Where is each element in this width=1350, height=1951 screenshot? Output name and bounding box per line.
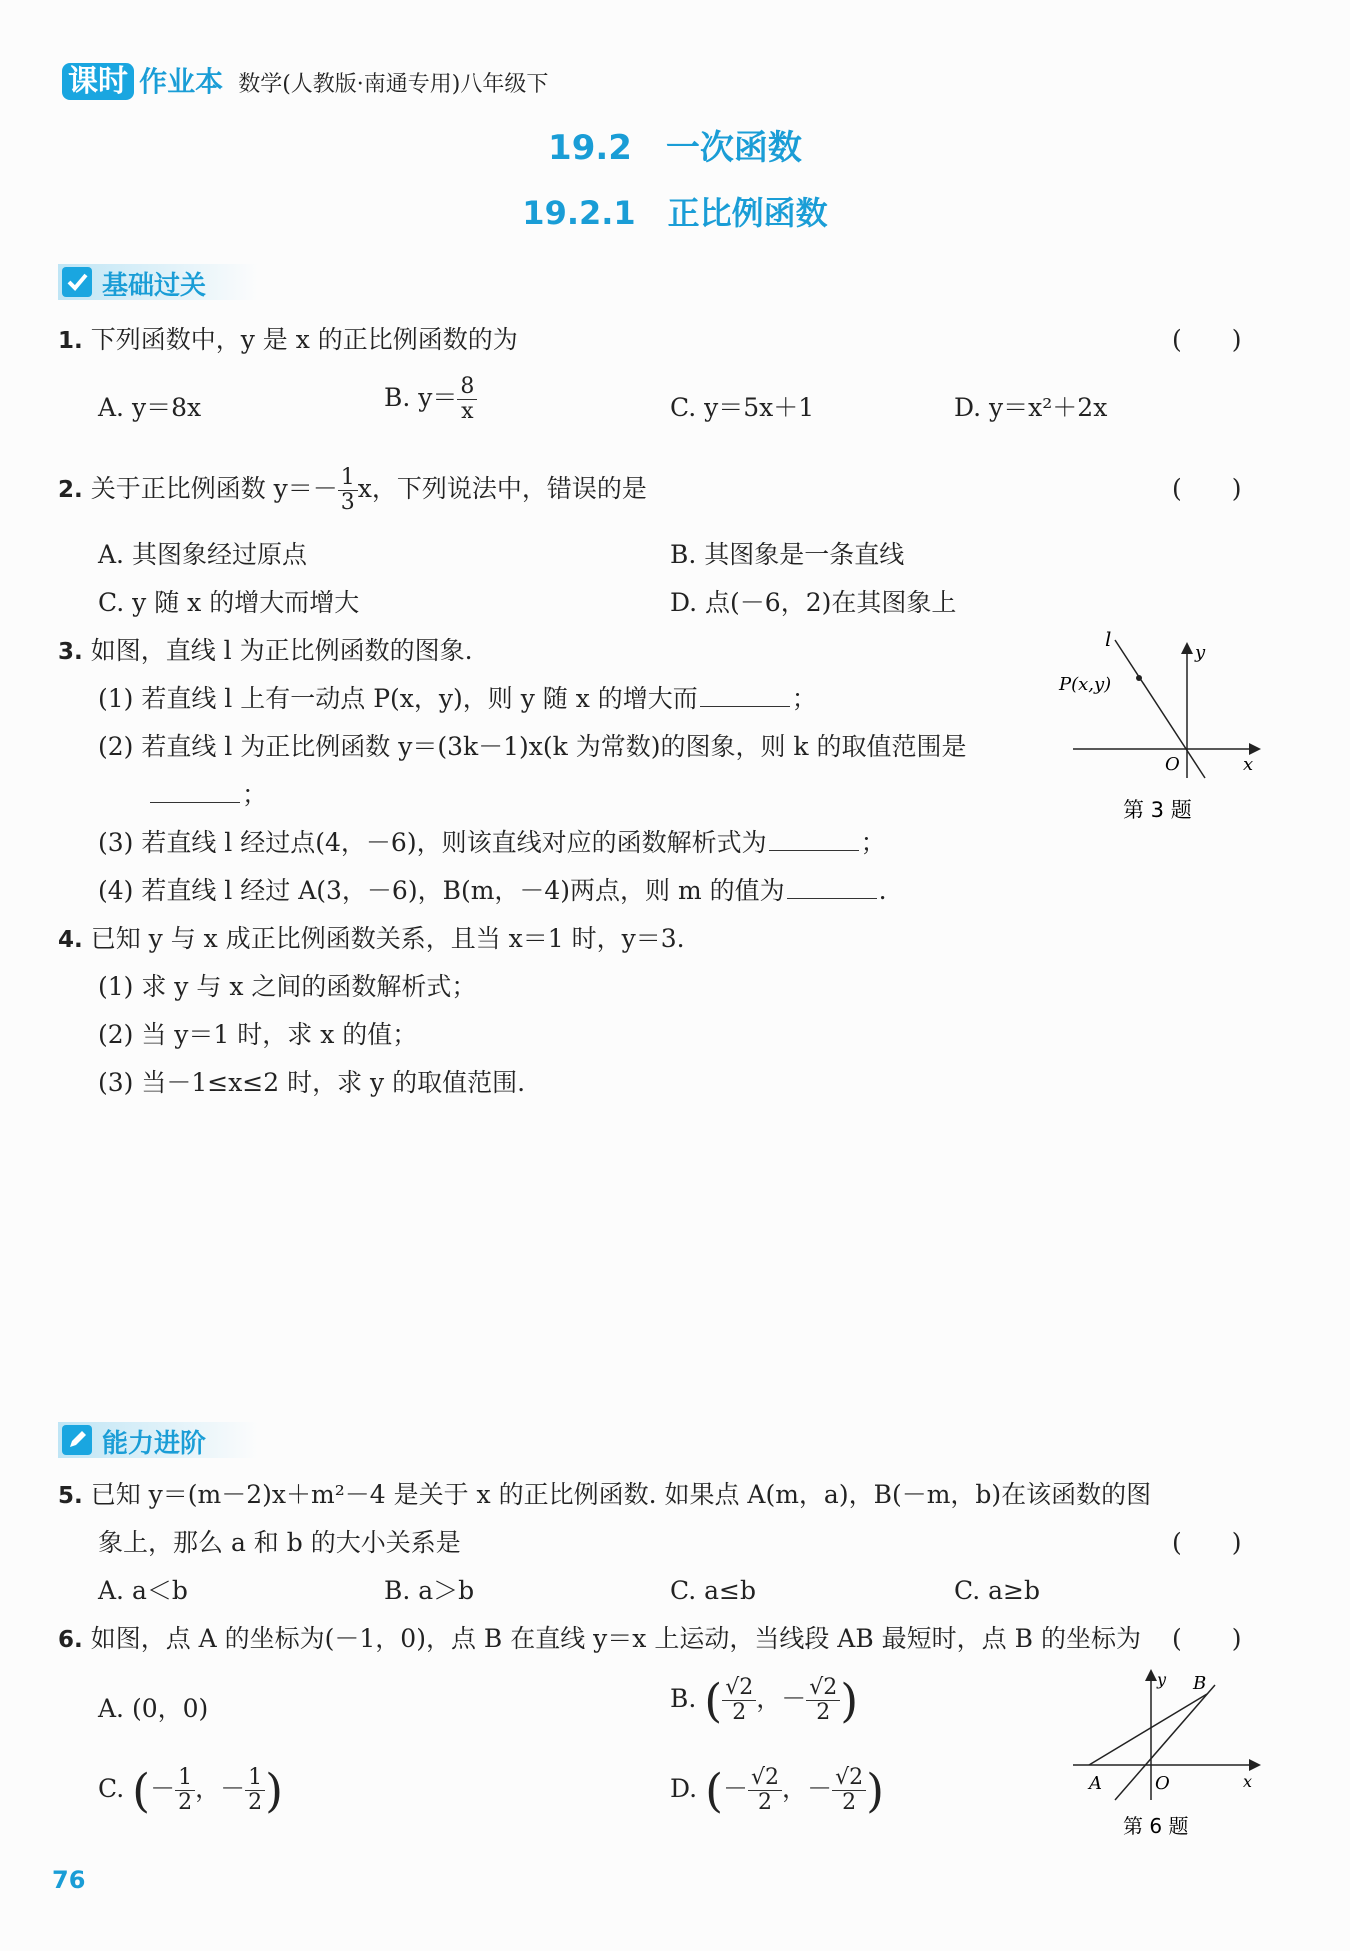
q3-part3: (3) 若直线 l 经过点(4，－6)，则该直线对应的函数解析式为 ； — [98, 828, 886, 857]
q5-option-d: C. a≥b — [954, 1576, 1040, 1605]
q5-paren: ( ) — [1172, 1528, 1242, 1557]
q6-figure — [1065, 1665, 1265, 1845]
q5-option-a: A. a＜b — [98, 1576, 188, 1605]
q6-label-b: B — [1193, 1673, 1207, 1694]
q3-label-l: l — [1105, 628, 1112, 651]
q3-label-p: P(x,y) — [1059, 674, 1112, 695]
q1-paren: ( ) — [1172, 325, 1242, 354]
q4-part2: (2) 当 y＝1 时，求 x 的值； — [98, 1020, 418, 1049]
q3-part2: (2) 若直线 l 为正比例函数 y＝(3k－1)x(k 为常数)的图象，则 k 的取值范围是 — [98, 732, 967, 761]
q1-option-b: B. y＝ $\frac{8}{x}$ — [384, 375, 477, 424]
q6-option-a: A. (0，0) — [98, 1694, 209, 1723]
q3-label-y: y — [1195, 642, 1206, 663]
q3-stem: 3. 如图，直线 l 为正比例函数的图象. — [58, 636, 473, 665]
section-advanced — [58, 1422, 258, 1458]
q3-figure — [1055, 628, 1265, 828]
q5-option-b: B. a＞b — [384, 1576, 475, 1605]
q2-option-c: C. y 随 x 的增大而增大 — [98, 588, 360, 617]
q5-line1: 5. 已知 y＝(m－2)x＋m²－4 是关于 x 的正比例函数. 如果点 A(m，a)，B(－m，b)在该函数的图 — [58, 1480, 1152, 1509]
q2-stem: 2. 关于正比例函数 y＝－ $\frac{1}{3}$ x，下列说法中，错误的是 — [58, 465, 647, 515]
q1-option-a: A. y＝8x — [98, 393, 202, 422]
header-logo: 课时 — [62, 63, 134, 100]
q3-part4: (4) 若直线 l 经过 A(3，－6)，B(m，－4)两点，则 m 的值为 . — [98, 876, 887, 905]
q6-label-y: y — [1157, 1670, 1167, 1689]
q6-segment-ab — [1089, 1694, 1207, 1765]
q6-option-b: B. ( $\frac{√2}{2}$ ，－ $\frac{√2}{2}$ ) — [670, 1673, 859, 1728]
checkbox-icon — [60, 265, 94, 299]
subsection-title: 19.2.1 正比例函数 — [522, 194, 828, 232]
q4-part3: (3) 当－1≤x≤2 时，求 y 的取值范围. — [98, 1068, 526, 1097]
q3-caption: 第 3 题 — [1123, 798, 1192, 822]
section-advanced-label: 能力进阶 — [102, 1429, 207, 1459]
q6-label-x: x — [1243, 1772, 1253, 1791]
q3-part1: (1) 若直线 l 上有一动点 P(x，y)，则 y 随 x 的增大而 ； — [98, 684, 817, 713]
q2-option-b: B. 其图象是一条直线 — [670, 540, 905, 569]
q1-option-c: C. y＝5x＋1 — [670, 393, 815, 422]
q3-point-p — [1136, 675, 1142, 681]
q4-part1: (1) 求 y 与 x 之间的函数解析式； — [98, 972, 477, 1001]
q3-line-l — [1115, 640, 1205, 778]
q4-stem: 4. 已知 y 与 x 成正比例函数关系，且当 x＝1 时，y＝3. — [58, 924, 685, 953]
q6-paren: ( ) — [1172, 1624, 1242, 1653]
q2-paren: ( ) — [1172, 474, 1242, 503]
q6-option-c: C. (－ $\frac{1}{2}$ ，－ $\frac{1}{2}$ ) — [98, 1763, 284, 1818]
q1-stem: 1. 下列函数中，y 是 x 的正比例函数的为 — [58, 325, 518, 354]
q2-option-d: D. 点(－6，2)在其图象上 — [670, 588, 957, 617]
q6-caption: 第 6 题 — [1123, 1814, 1189, 1838]
header-subject: 数学(人教版·南通专用)八年级下 — [238, 72, 549, 97]
q6-option-d: D. (－ $\frac{√2}{2}$ ，－ $\frac{√2}{2}$ ) — [670, 1763, 885, 1818]
q3-part2-blank: ； — [148, 778, 267, 812]
section-basic — [58, 264, 258, 300]
q5-line2: 象上，那么 a 和 b 的大小关系是 — [98, 1528, 461, 1557]
q2-option-a: A. 其图象经过原点 — [98, 540, 307, 569]
q6-stem: 6. 如图，点 A 的坐标为(－1，0)，点 B 在直线 y＝x 上运动，当线段 AB 最短时，点 B 的坐标为 — [58, 1624, 1141, 1653]
page-number: 76 — [52, 1866, 86, 1894]
q3-blank1 — [700, 682, 790, 707]
q6-label-a: A — [1089, 1773, 1102, 1794]
q5-option-c: C. a≤b — [670, 1576, 756, 1605]
q6-label-o: O — [1155, 1773, 1170, 1794]
section-title: 19.2 一次函数 — [548, 128, 802, 168]
section-basic-label: 基础过关 — [102, 271, 207, 301]
pencil-icon — [60, 1423, 94, 1457]
q3-label-x: x — [1243, 754, 1254, 775]
header — [62, 56, 548, 100]
q1-option-d: D. y＝x²＋2x — [954, 393, 1108, 422]
q3-label-o: O — [1165, 754, 1180, 775]
header-brand: 作业本 — [139, 65, 224, 98]
